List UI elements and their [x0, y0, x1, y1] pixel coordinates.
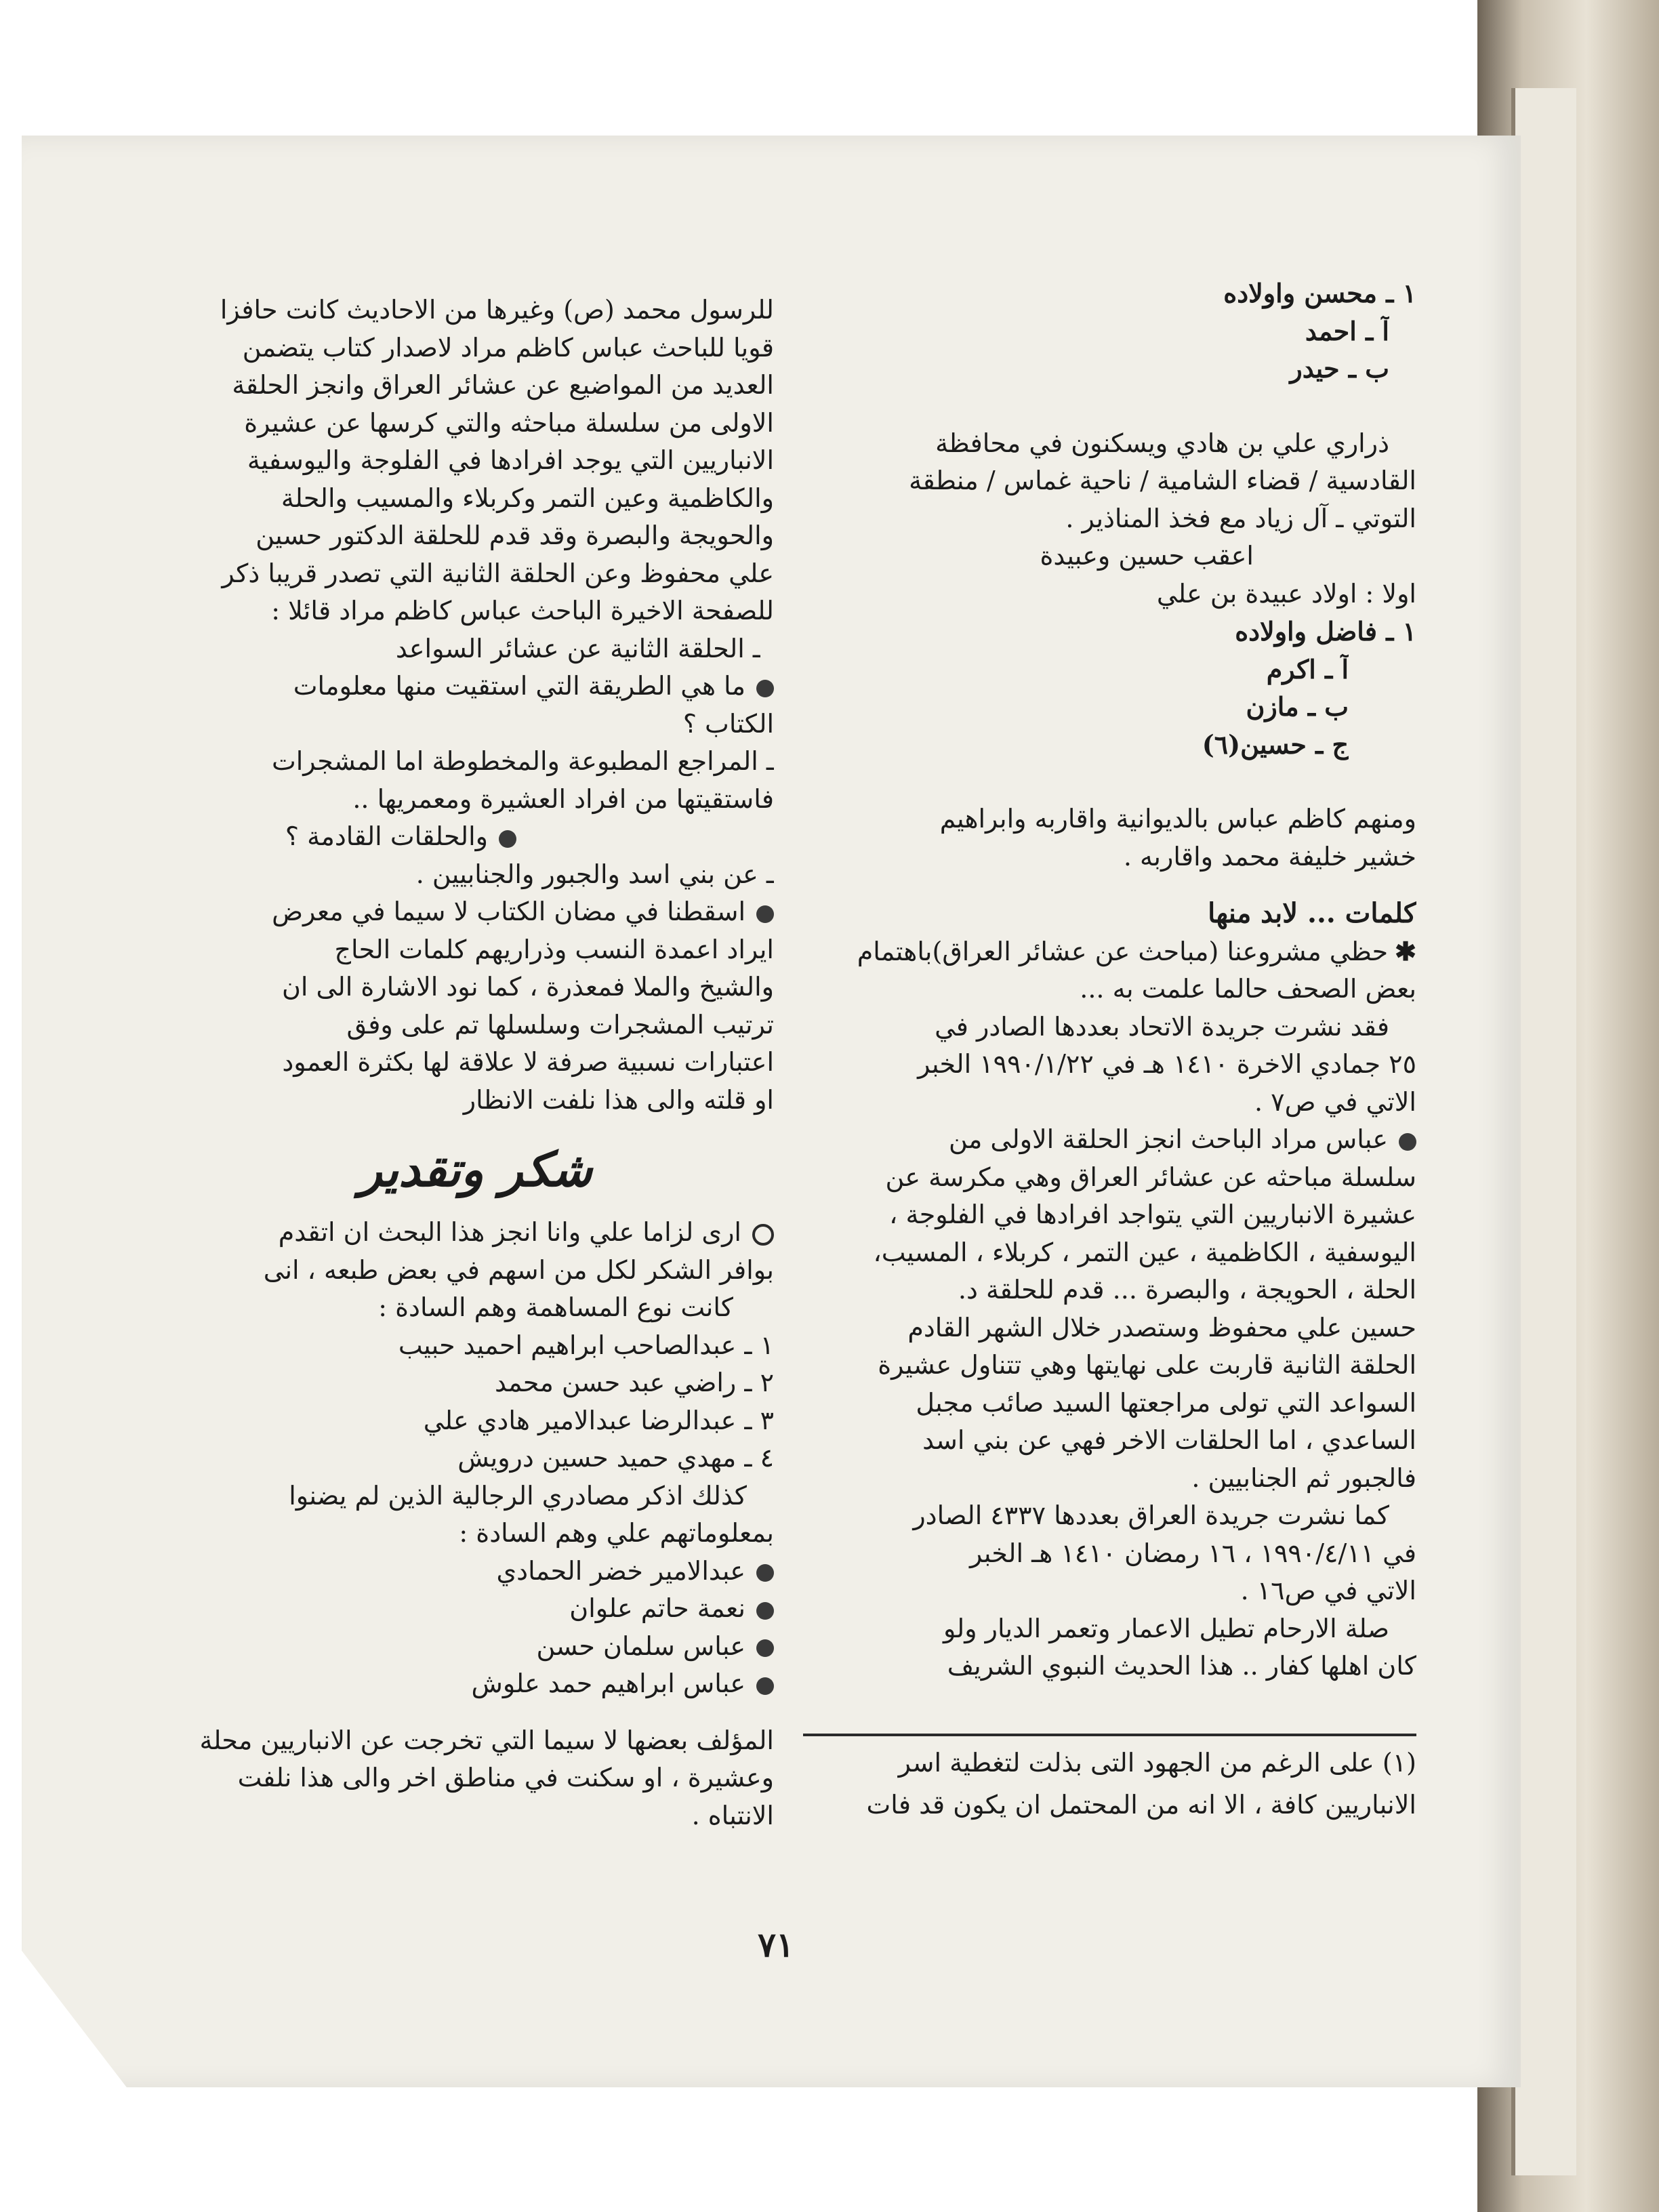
list-item: ١ ـ فاضل واولاده: [1235, 616, 1416, 647]
text-line: الساعدي ، اما الحلقات الاخر فهي عن بني اسد: [922, 1425, 1416, 1455]
text-line: فاستقيتها من افراد العشيرة ومعمريها ..: [352, 783, 774, 814]
text-line: ومنهم كاظم عباس بالديوانية واقاربه وابراهيم: [939, 804, 1416, 834]
text-line: والشيخ والملا فمعذرة ، كما نود الاشارة الى ان: [281, 972, 774, 1002]
next-page-edge: [1511, 88, 1576, 2175]
text-line: والكاظمية وعين التمر وكربلاء والمسيب والحلة: [281, 483, 774, 513]
text-line: علي محفوظ وعن الحلقة الثانية التي تصدر قريبا ذكر: [222, 558, 774, 588]
text-line: حسين علي محفوظ وستصدر خلال الشهر القادم: [907, 1312, 1416, 1343]
text-line: بمعلوماتهم علي وهم السادة :: [459, 1518, 774, 1548]
text-span: عبدالامير خضر الحمادي: [496, 1555, 745, 1586]
text-line: المؤلف بعضها لا سيما التي تخرجت عن الانباريين محلة: [199, 1725, 774, 1755]
list-item: آ ـ اكرم: [1266, 653, 1349, 684]
text-line: صلة الارحام تطيل الاعمار وتعمر الديار ولو: [943, 1613, 1389, 1643]
text-line: للصفحة الاخيرة الباحث عباس كاظم مراد قائلا :: [271, 596, 774, 626]
text-line: بوافر الشكر لكل من اسهم في بعض طبعه ، انى: [263, 1254, 774, 1285]
bullet-line: [806, 1121, 1416, 1159]
text-line: كان اهلها كفار .. هذا الحديث النبوي الشريف: [947, 1651, 1416, 1681]
text-span: عباس سلمان حسن: [536, 1631, 745, 1661]
page-number: ٧١: [758, 1925, 794, 1965]
text-span: ارى لزاما علي وانا انجز هذا البحث ان اتقدم: [278, 1217, 741, 1247]
ring-bullet-line: [178, 1214, 774, 1252]
text-line: عشيرة الانباريين التي يتواجد افرادها في الفلوجة ،: [889, 1200, 1416, 1229]
text-line: الحلقة الثانية قاربت على نهايتها وهي تتناول عشيرة: [878, 1350, 1416, 1380]
text-line: الانتباه .: [691, 1800, 774, 1830]
list-item: آ ـ احمد: [1305, 315, 1389, 346]
text-line: سلسلة مباحثه عن عشائر العراق وهي مكرسة عن: [885, 1162, 1416, 1192]
text-line: الانباريين التي يوجد افرادها في الفلوجة واليوسفية: [247, 445, 774, 475]
text-line: خشير خليفة محمد واقاربه .: [1123, 841, 1416, 872]
text-line: قويا للباحث عباس كاظم مراد لاصدار كتاب يتضمن: [242, 332, 774, 363]
bullet-line: [178, 893, 774, 931]
text-span: نعمة حاتم علوان: [569, 1593, 745, 1623]
list-item: [178, 1553, 774, 1591]
text-line: ـ الحلقة الثانية عن عشائر السواعد: [395, 633, 760, 663]
left-column: [178, 291, 774, 1835]
text-line: اليوسفية ، الكاظمية ، عين التمر ، كربلاء ، المسيب،: [873, 1237, 1416, 1267]
text-line: [806, 933, 1416, 971]
list-item: [178, 1628, 774, 1666]
text-line: وعشيرة ، او سكنت في مناطق اخر والى هذا نلفت: [237, 1763, 774, 1793]
list-item: ب ـ مازن: [1246, 691, 1349, 722]
text-line: العديد من المواضيع عن عشائر العراق وانجز الحلقة: [232, 370, 774, 400]
text-line: اعقب حسين وعبيدة: [1040, 541, 1254, 571]
footnote-line: الانباريين كافة ، الا انه من المحتمل ان يكون قد فات: [866, 1790, 1416, 1820]
list-item: ٢ ـ راضي عبد حسن محمد: [495, 1368, 774, 1397]
text-line: الاتي في ص١٦ .: [1240, 1576, 1416, 1605]
text-span: عباس مراد الباحث انجز الحلقة الاولى من: [949, 1124, 1388, 1154]
text-line: السواعد التي تولى مراجعتها السيد صائب مجبل: [916, 1387, 1416, 1418]
text-span: اسقطنا في مضان الكتاب لا سيما في معرض: [272, 897, 745, 926]
footnote-divider: [803, 1734, 1416, 1736]
text-span: عباس ابراهيم حمد علوش: [471, 1668, 745, 1698]
text-line: اعتبارات نسبية صرفة لا علاقة لها بكثرة العمود: [282, 1047, 774, 1077]
list-item: ج ـ حسين(٦): [1202, 729, 1349, 760]
text-line: اولا : اولاد عبيدة بن علي: [1156, 578, 1416, 609]
list-item: ب ـ حيدر: [1290, 353, 1389, 384]
text-line: كانت نوع المساهمة وهم السادة :: [378, 1292, 733, 1322]
text-line: ـ المراجع المطبوعة والمخطوطة اما المشجرات: [271, 746, 774, 776]
text-line: كذلك اذكر مصادري الرجالية الذين لم يضنوا: [289, 1480, 747, 1511]
text-line: الكتاب ؟: [682, 708, 774, 739]
text-line: الاولى من سلسلة مباحثه والتي كرسها عن عشيرة: [244, 407, 774, 438]
list-item: ٣ ـ عبدالرضا عبدالامير هادي علي: [423, 1405, 774, 1435]
text-span: ما هي الطريقة التي استقيت منها معلومات: [293, 671, 745, 701]
right-column: [806, 274, 1416, 1685]
text-span: حظي مشروعنا (مباحث عن عشائر العراق)باهتمام: [857, 936, 1389, 966]
text-line: بعض الصحف حالما علمت به ...: [1080, 974, 1416, 1004]
text-line: فقد نشرت جريدة الاتحاد بعددها الصادر في: [935, 1011, 1389, 1042]
text-line: كما نشرت جريدة العراق بعددها ٤٣٣٧ الصادر: [913, 1500, 1389, 1530]
text-line: ترتيب المشجرات وسلسلها تم على وفق: [346, 1009, 774, 1040]
list-item: [178, 1665, 774, 1703]
text-line: او قلته والى هذا نلفت الانظار: [463, 1084, 774, 1115]
text-span: والحلقات القادمة ؟: [285, 821, 488, 851]
footnote-line: (١) على الرغم من الجهود التى بذلت لتغطية اسر: [898, 1748, 1416, 1778]
list-item: ١ ـ عبدالصاحب ابراهيم احميد حبيب: [398, 1330, 774, 1360]
text-line: القادسية / قضاء الشامية / ناحية غماس / منطقة: [909, 466, 1416, 495]
list-item: ٤ ـ مهدي حميد حسين درويش: [457, 1443, 774, 1473]
text-line: الحلة ، الحويجة ، والبصرة ... قدم للحلقة د.: [958, 1275, 1416, 1305]
text-line: والحويجة والبصرة وقد قدم للحلقة الدكتور حسين: [255, 520, 774, 550]
text-line: في ١٩٩٠/٤/١١ ، ١٦ رمضان ١٤١٠ هـ الخبر: [969, 1538, 1416, 1568]
bullet-line: [178, 818, 516, 856]
text-line: ايراد اعمدة النسب وذراريهم كلمات الحاج: [334, 934, 774, 964]
text-line: فالجبور ثم الجنابيين .: [1191, 1462, 1416, 1493]
bullet-line: [178, 668, 774, 705]
section-heading: كلمات ... لابد منها: [1208, 897, 1416, 929]
text-line: التوتي ـ آل زياد مع فخذ المناذير .: [1065, 503, 1416, 533]
section-title: شكر وتقدير: [359, 1141, 592, 1197]
text-line: ـ عن بني اسد والجبور والجنابيين .: [415, 859, 774, 889]
star-icon: ✱: [1395, 935, 1416, 966]
list-item: [178, 1590, 774, 1628]
text-line: الاتي في ص٧ .: [1254, 1086, 1416, 1117]
text-line: ذراري علي بن هادي ويسكنون في محافظة: [935, 428, 1389, 458]
text-line: للرسول محمد (ص) وغيرها من الاحاديث كانت حافزا: [220, 295, 774, 325]
text-line: ٢٥ جمادي الاخرة ١٤١٠ هـ في ١٩٩٠/١/٢٢ الخبر: [918, 1049, 1416, 1079]
footnote: [806, 1742, 1416, 1826]
list-item: ١ ـ محسن واولاده: [1223, 278, 1416, 308]
